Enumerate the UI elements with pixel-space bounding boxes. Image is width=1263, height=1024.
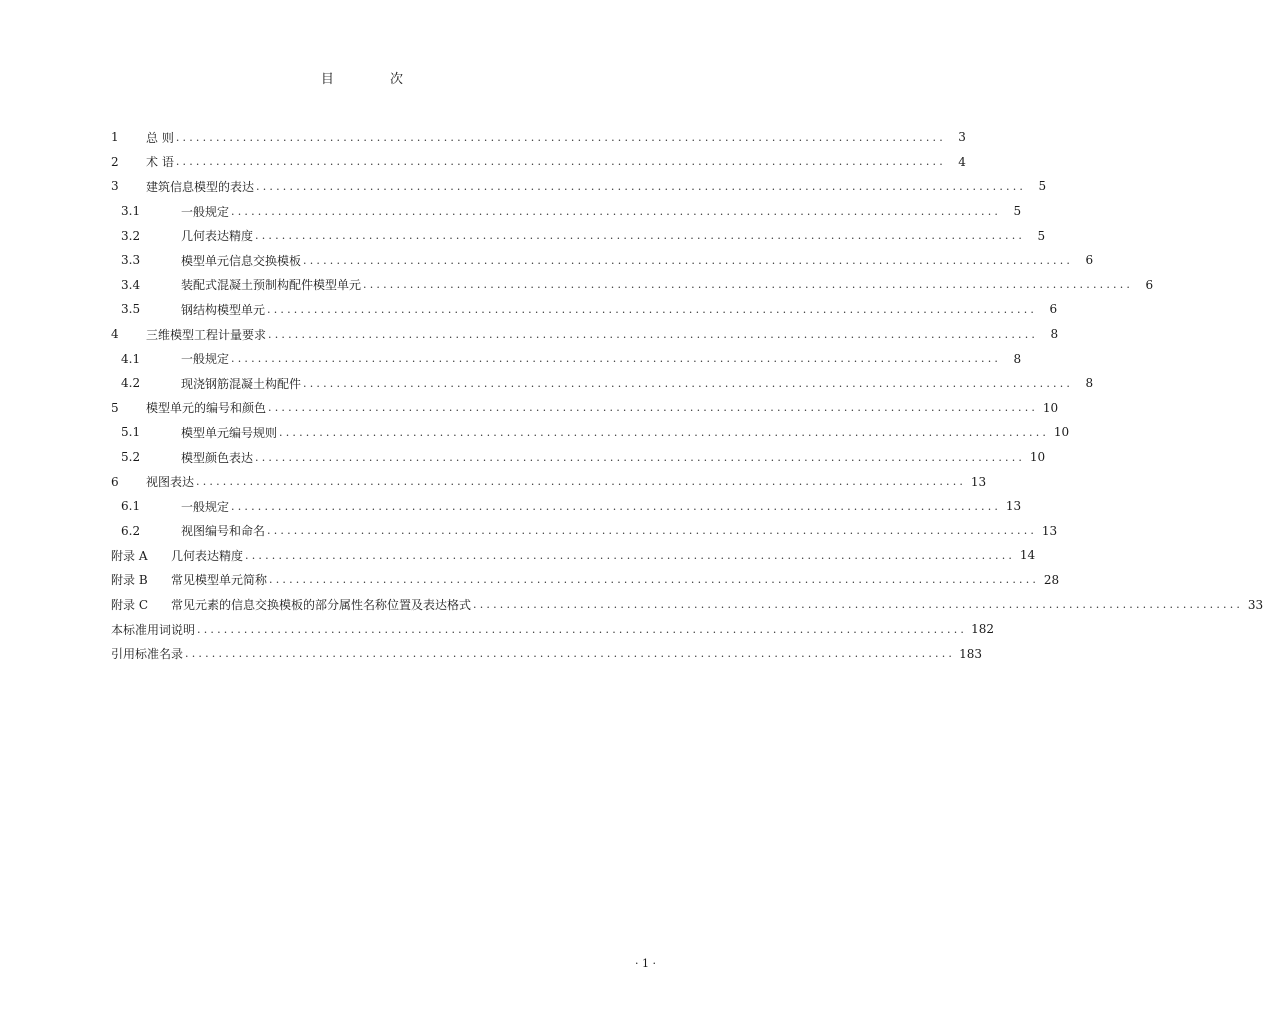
- table-of-contents: [111, 125, 1263, 666]
- toc-entry-title: 模型单元编号规则: [181, 425, 278, 440]
- toc-entry[interactable]: [111, 592, 1263, 617]
- toc-entry-title: 总 则: [146, 130, 174, 145]
- toc-leader-dots: ...................................................................................................................: [175, 155, 946, 169]
- toc-entry-title: 术 语: [146, 155, 174, 170]
- toc-leader-dots: ...................................................................................................................: [256, 179, 1027, 193]
- toc-entry[interactable]: [111, 641, 983, 666]
- toc-entry-number: 附录 A: [111, 548, 148, 563]
- toc-entry[interactable]: [111, 322, 1059, 347]
- toc-entry-title-wrap: [156, 449, 1025, 466]
- toc-entry-title: 视图编号和命名: [181, 524, 266, 539]
- toc-leader-dots: ...................................................................................................................: [303, 376, 1074, 390]
- toc-entry-title: 建筑信息模型的表达: [146, 179, 255, 194]
- toc-entry-title-wrap: [156, 424, 1049, 441]
- toc-leader-dots: ...................................................................................................................: [255, 450, 1026, 464]
- toc-entry[interactable]: [111, 248, 1094, 273]
- toc-entry-number: 6: [111, 474, 119, 489]
- toc-entry-number: 5: [111, 400, 119, 415]
- toc-entry-title: 模型单元信息交换模板: [181, 253, 302, 268]
- toc-entry[interactable]: [111, 396, 1059, 421]
- toc-entry-page: 33: [1247, 597, 1263, 612]
- toc-leader-dots: ...................................................................................................................: [268, 401, 1039, 415]
- toc-leader-dots: ...................................................................................................................: [279, 425, 1050, 439]
- toc-entry-title: 三维模型工程计量要求: [146, 327, 267, 342]
- toc-leader-dots: ...................................................................................................................: [196, 475, 967, 489]
- toc-entry-number: 1: [111, 130, 119, 145]
- toc-entry-title-wrap: [156, 498, 1001, 515]
- toc-entry-page: 5: [1037, 228, 1046, 243]
- toc-entry-title-wrap: [146, 153, 946, 170]
- toc-leader-dots: ...................................................................................................................: [255, 229, 1026, 243]
- toc-entry-number: 4.1: [121, 351, 141, 366]
- toc-entry-page: 10: [1029, 450, 1046, 465]
- toc-entry-number: 2: [111, 154, 119, 169]
- toc-entry-number: 3: [111, 179, 119, 194]
- toc-entry[interactable]: [111, 543, 1036, 568]
- toc-entry-title-wrap: [146, 399, 1038, 416]
- toc-entry-title-wrap: [171, 571, 1039, 588]
- toc-entry-page: 182: [971, 622, 995, 637]
- toc-entry-number: 4.2: [121, 376, 141, 391]
- toc-leader-dots: ...................................................................................................................: [267, 302, 1038, 316]
- toc-leader-dots: ...................................................................................................................: [231, 499, 1002, 513]
- toc-entry-page: 14: [1019, 548, 1036, 563]
- toc-entry-title-wrap: [156, 301, 1037, 318]
- toc-entry-number: 5.2: [121, 450, 141, 465]
- toc-entry-title-wrap: [146, 326, 1038, 343]
- toc-entry[interactable]: [111, 469, 987, 494]
- toc-entry-page: 6: [1145, 277, 1154, 292]
- toc-entry-page: 28: [1043, 572, 1060, 587]
- toc-entry-page: 183: [959, 646, 983, 661]
- toc-entry-title: 常见模型单元简称: [171, 573, 268, 588]
- toc-entry-number: 3.3: [121, 253, 141, 268]
- toc-leader-dots: ...................................................................................................................: [197, 622, 968, 636]
- toc-entry-title: 视图表达: [146, 475, 195, 490]
- toc-entry-title-wrap: [156, 227, 1025, 244]
- toc-entry[interactable]: [111, 519, 1058, 544]
- toc-entry[interactable]: [111, 494, 1022, 519]
- toc-entry[interactable]: [111, 150, 966, 175]
- toc-entry-number: 3.5: [121, 302, 141, 317]
- toc-entry-title-wrap: [171, 596, 1243, 613]
- toc-entry-title: 本标准用词说明: [111, 622, 196, 637]
- toc-entry-page: 6: [1085, 253, 1094, 268]
- toc-entry-number: 5.1: [121, 425, 141, 440]
- toc-entry-number: 4: [111, 327, 119, 342]
- toc-entry-title: 几何表达精度: [171, 548, 244, 563]
- toc-entry-title-wrap: [146, 178, 1026, 195]
- toc-entry-page: 13: [1005, 499, 1022, 514]
- toc-leader-dots: ...................................................................................................................: [267, 524, 1038, 538]
- toc-entry[interactable]: [111, 174, 1047, 199]
- toc-entry-title-wrap: [111, 621, 967, 638]
- toc-leader-dots: ...................................................................................................................: [185, 647, 956, 661]
- toc-entry[interactable]: [111, 199, 1022, 224]
- toc-entry[interactable]: [111, 420, 1070, 445]
- toc-entry-title: 常见元素的信息交换模板的部分属性名称位置及表达格式: [171, 598, 472, 613]
- toc-entry-title: 一般规定: [181, 499, 230, 514]
- toc-entry[interactable]: [111, 346, 1022, 371]
- toc-entry-title: 模型单元的编号和颜色: [146, 401, 267, 416]
- toc-entry-page: 4: [958, 154, 966, 169]
- toc-entry-title: 引用标准名录: [111, 647, 184, 662]
- toc-entry-title-wrap: [146, 129, 946, 146]
- toc-entry-title: 模型颜色表达: [181, 450, 254, 465]
- toc-entry-page: 5: [1038, 179, 1047, 194]
- toc-entry-title: 钢结构模型单元: [181, 302, 266, 317]
- toc-leader-dots: ...................................................................................................................: [231, 204, 1002, 218]
- toc-entry-title-wrap: [171, 547, 1015, 564]
- toc-entry-page: 8: [1050, 327, 1059, 342]
- toc-entry-title: 一般规定: [181, 204, 230, 219]
- toc-entry-title-wrap: [156, 375, 1073, 392]
- toc-entry-title-wrap: [146, 473, 966, 490]
- toc-entry-page: 13: [970, 474, 987, 489]
- toc-entry-title: 装配式混凝土预制构配件模型单元: [181, 278, 362, 293]
- toc-entry[interactable]: [111, 223, 1046, 248]
- toc-entry-page: 5: [1013, 204, 1022, 219]
- toc-entry-number: 附录 C: [111, 598, 148, 613]
- toc-entry-title-wrap: [156, 203, 1001, 220]
- page-number: · 1 ·: [635, 957, 656, 970]
- toc-entry-page: 13: [1041, 523, 1058, 538]
- toc-entry[interactable]: [111, 568, 1060, 593]
- toc-leader-dots: ...................................................................................................................: [363, 278, 1134, 292]
- toc-entry-number: 3.2: [121, 228, 141, 243]
- toc-entry[interactable]: [111, 125, 966, 150]
- toc-entry-title-wrap: [156, 522, 1037, 539]
- toc-entry-title: 一般规定: [181, 352, 230, 367]
- toc-leader-dots: ...................................................................................................................: [245, 548, 1016, 562]
- toc-entry-number: 6.2: [121, 523, 141, 538]
- toc-entry[interactable]: [111, 617, 995, 642]
- toc-leader-dots: ...................................................................................................................: [269, 573, 1040, 587]
- toc-leader-dots: ...................................................................................................................: [175, 130, 946, 144]
- toc-leader-dots: ...................................................................................................................: [473, 598, 1244, 612]
- toc-entry[interactable]: [111, 371, 1094, 396]
- toc-entry[interactable]: [111, 273, 1154, 298]
- toc-entry-page: 8: [1013, 351, 1022, 366]
- toc-entry-title: 现浇钢筋混凝土构配件: [181, 376, 302, 391]
- toc-entry-number: 3.4: [121, 277, 141, 292]
- toc-entry-title-wrap: [156, 350, 1001, 367]
- toc-entry-page: 6: [1049, 302, 1058, 317]
- toc-leader-dots: ...................................................................................................................: [268, 327, 1039, 341]
- toc-leader-dots: ...................................................................................................................: [303, 253, 1074, 267]
- toc-entry-number: 3.1: [121, 204, 141, 219]
- toc-entry-number: 附录 B: [111, 573, 148, 588]
- toc-entry[interactable]: [111, 445, 1046, 470]
- page-title: 目 次: [320, 72, 430, 87]
- toc-entry-number: 6.1: [121, 499, 141, 514]
- toc-entry-page: 3: [958, 130, 966, 145]
- toc-entry-title-wrap: [156, 252, 1073, 269]
- toc-entry-page: 10: [1042, 400, 1059, 415]
- toc-entry-title: 几何表达精度: [181, 229, 254, 244]
- toc-entry-page: 10: [1053, 425, 1070, 440]
- toc-entry-title-wrap: [156, 276, 1133, 293]
- toc-leader-dots: ...................................................................................................................: [231, 352, 1002, 366]
- toc-entry-page: 8: [1085, 376, 1094, 391]
- toc-entry[interactable]: [111, 297, 1058, 322]
- toc-entry-title-wrap: [111, 645, 955, 662]
